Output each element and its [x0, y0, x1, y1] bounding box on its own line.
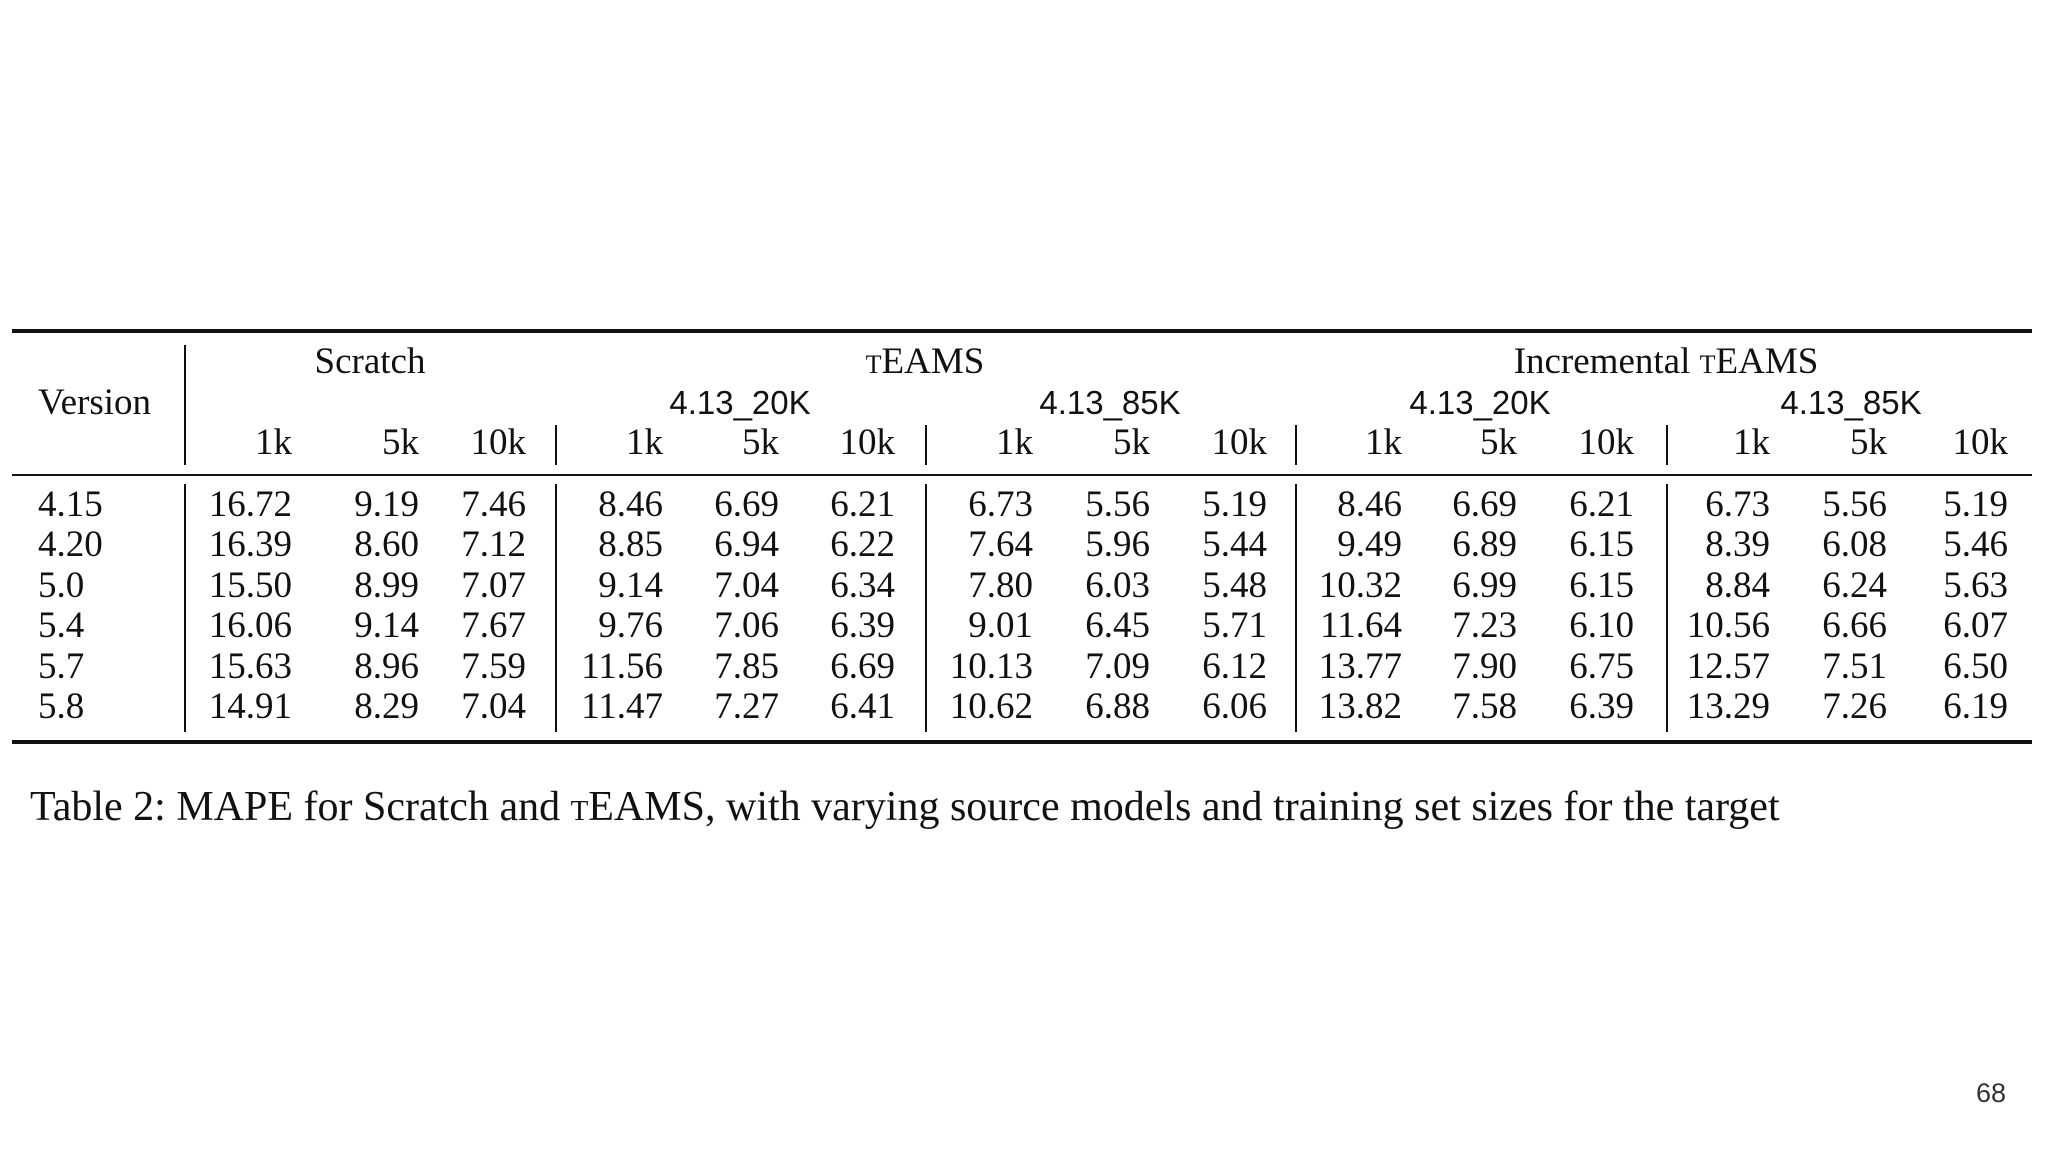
mape-value-cell: 7.12	[461, 524, 526, 565]
training-size-header: 5k	[1480, 422, 1517, 463]
mape-value-cell: 8.85	[598, 524, 663, 565]
training-size-header: 5k	[742, 422, 779, 463]
mape-value-cell: 7.67	[461, 605, 526, 646]
mape-value-cell: 8.60	[354, 524, 419, 565]
mape-value-cell: 6.15	[1569, 524, 1634, 565]
mape-value-cell: 6.94	[714, 524, 779, 565]
mape-value-cell: 11.64	[1320, 605, 1402, 646]
mape-value-cell: 6.75	[1569, 646, 1634, 687]
mape-value-cell: 6.99	[1452, 565, 1517, 606]
table-caption: Table 2: MAPE for Scratch and tEAMS, with varying source models and training set sizes for the target	[30, 784, 1780, 830]
mape-value-cell: 9.49	[1337, 524, 1402, 565]
mape-value-cell: 16.72	[208, 484, 292, 525]
mape-value-cell: 5.71	[1202, 605, 1267, 646]
column-separator	[555, 425, 557, 465]
mape-value-cell: 7.09	[1085, 646, 1150, 687]
mape-value-cell: 8.46	[1337, 484, 1402, 525]
mape-value-cell: 5.19	[1202, 484, 1267, 525]
version-cell: 5.8	[38, 686, 85, 727]
mape-value-cell: 13.77	[1318, 646, 1402, 687]
version-cell: 4.15	[38, 484, 103, 525]
mape-value-cell: 6.22	[830, 524, 895, 565]
source-model-header: 4.13_85K	[1039, 384, 1181, 421]
mape-value-cell: 10.13	[949, 646, 1033, 687]
group-header: Incremental tEAMS	[1513, 341, 1819, 382]
mape-value-cell: 6.10	[1569, 605, 1634, 646]
mape-value-cell: 7.80	[968, 565, 1033, 606]
mape-value-cell: 10.32	[1318, 565, 1402, 606]
mape-value-cell: 8.99	[354, 565, 419, 606]
version-cell: 5.4	[38, 605, 85, 646]
teams-smallcaps: tEAMS	[865, 341, 985, 382]
mape-value-cell: 16.06	[208, 605, 292, 646]
mape-value-cell: 7.27	[714, 686, 779, 727]
mape-value-cell: 10.56	[1686, 605, 1770, 646]
mape-value-cell: 7.85	[714, 646, 779, 687]
mape-value-cell: 6.73	[1705, 484, 1770, 525]
mape-value-cell: 6.39	[830, 605, 895, 646]
training-size-header: 10k	[1952, 422, 2008, 463]
group-header: Scratch	[314, 341, 426, 382]
mape-value-cell: 16.39	[208, 524, 292, 565]
mape-value-cell: 14.91	[208, 686, 292, 727]
mape-value-cell: 9.19	[354, 484, 419, 525]
teams-smallcaps: tEAMS	[570, 784, 705, 830]
mape-value-cell: 5.96	[1085, 524, 1150, 565]
mape-value-cell: 7.59	[461, 646, 526, 687]
mape-value-cell: 15.63	[208, 646, 292, 687]
mape-value-cell: 11.56	[581, 646, 663, 687]
mape-value-cell: 7.64	[968, 524, 1033, 565]
mape-value-cell: 7.07	[461, 565, 526, 606]
training-size-header: 10k	[1211, 422, 1267, 463]
training-size-header: 10k	[1578, 422, 1634, 463]
mape-value-cell: 8.46	[598, 484, 663, 525]
mape-value-cell: 5.44	[1202, 524, 1267, 565]
mape-value-cell: 6.89	[1452, 524, 1517, 565]
mape-value-cell: 6.73	[968, 484, 1033, 525]
mape-value-cell: 8.29	[354, 686, 419, 727]
mape-value-cell: 7.58	[1452, 686, 1517, 727]
mape-value-cell: 15.50	[208, 565, 292, 606]
mape-value-cell: 10.62	[949, 686, 1033, 727]
table-top-rule	[12, 329, 2032, 333]
mape-value-cell: 13.82	[1318, 686, 1402, 727]
mape-value-cell: 6.41	[830, 686, 895, 727]
mape-value-cell: 8.39	[1705, 524, 1770, 565]
training-size-header: 1k	[996, 422, 1033, 463]
mape-value-cell: 6.06	[1202, 686, 1267, 727]
mape-value-cell: 5.48	[1202, 565, 1267, 606]
mape-value-cell: 5.56	[1822, 484, 1887, 525]
column-separator	[925, 425, 927, 465]
mape-value-cell: 6.24	[1822, 565, 1887, 606]
mape-value-cell: 7.46	[461, 484, 526, 525]
source-model-header: 4.13_20K	[1409, 384, 1551, 421]
mape-value-cell: 12.57	[1686, 646, 1770, 687]
mape-value-cell: 7.04	[461, 686, 526, 727]
training-size-header: 1k	[1365, 422, 1402, 463]
mape-value-cell: 9.01	[968, 605, 1033, 646]
table-header-rule	[12, 474, 2032, 476]
mape-value-cell: 6.88	[1085, 686, 1150, 727]
mape-value-cell: 6.15	[1569, 565, 1634, 606]
mape-value-cell: 7.51	[1822, 646, 1887, 687]
mape-value-cell: 6.50	[1943, 646, 2008, 687]
mape-value-cell: 6.66	[1822, 605, 1887, 646]
version-cell: 4.20	[38, 524, 103, 565]
mape-value-cell: 6.21	[830, 484, 895, 525]
training-size-header: 1k	[1733, 422, 1770, 463]
mape-value-cell: 6.34	[830, 565, 895, 606]
mape-value-cell: 7.26	[1822, 686, 1887, 727]
teams-smallcaps: tEAMS	[1699, 341, 1819, 382]
mape-value-cell: 9.76	[598, 605, 663, 646]
mape-value-cell: 8.96	[354, 646, 419, 687]
table-bottom-rule	[12, 740, 2032, 744]
training-size-header: 1k	[255, 422, 292, 463]
mape-value-cell: 6.03	[1085, 565, 1150, 606]
mape-value-cell: 6.19	[1943, 686, 2008, 727]
mape-value-cell: 5.19	[1943, 484, 2008, 525]
column-separator	[1295, 425, 1297, 465]
mape-value-cell: 9.14	[598, 565, 663, 606]
mape-value-cell: 6.69	[1452, 484, 1517, 525]
mape-value-cell: 6.69	[830, 646, 895, 687]
mape-value-cell: 13.29	[1686, 686, 1770, 727]
version-cell: 5.0	[38, 565, 85, 606]
mape-value-cell: 5.56	[1085, 484, 1150, 525]
training-size-header: 1k	[626, 422, 663, 463]
mape-value-cell: 6.45	[1085, 605, 1150, 646]
mape-value-cell: 5.46	[1943, 524, 2008, 565]
mape-value-cell: 9.14	[354, 605, 419, 646]
training-size-header: 5k	[1850, 422, 1887, 463]
training-size-header: 5k	[382, 422, 419, 463]
mape-value-cell: 6.69	[714, 484, 779, 525]
version-cell: 5.7	[38, 646, 85, 687]
training-size-header: 10k	[470, 422, 526, 463]
mape-value-cell: 8.84	[1705, 565, 1770, 606]
mape-value-cell: 6.07	[1943, 605, 2008, 646]
mape-value-cell: 11.47	[581, 686, 663, 727]
source-model-header: 4.13_85K	[1780, 384, 1922, 421]
mape-value-cell: 5.63	[1943, 565, 2008, 606]
group-header	[625, 342, 1225, 382]
mape-value-cell: 7.06	[714, 605, 779, 646]
mape-value-cell: 7.23	[1452, 605, 1517, 646]
training-size-header: 5k	[1113, 422, 1150, 463]
page-number: 68	[1975, 1078, 2006, 1108]
mape-value-cell: 6.39	[1569, 686, 1634, 727]
mape-value-cell: 6.12	[1202, 646, 1267, 687]
mape-value-cell: 6.08	[1822, 524, 1887, 565]
mape-value-cell: 6.21	[1569, 484, 1634, 525]
version-header: Version	[38, 382, 152, 423]
training-size-header: 10k	[839, 422, 895, 463]
mape-value-cell: 7.90	[1452, 646, 1517, 687]
column-separator	[1666, 425, 1668, 465]
mape-value-cell: 7.04	[714, 565, 779, 606]
source-model-header: 4.13_20K	[669, 384, 811, 421]
